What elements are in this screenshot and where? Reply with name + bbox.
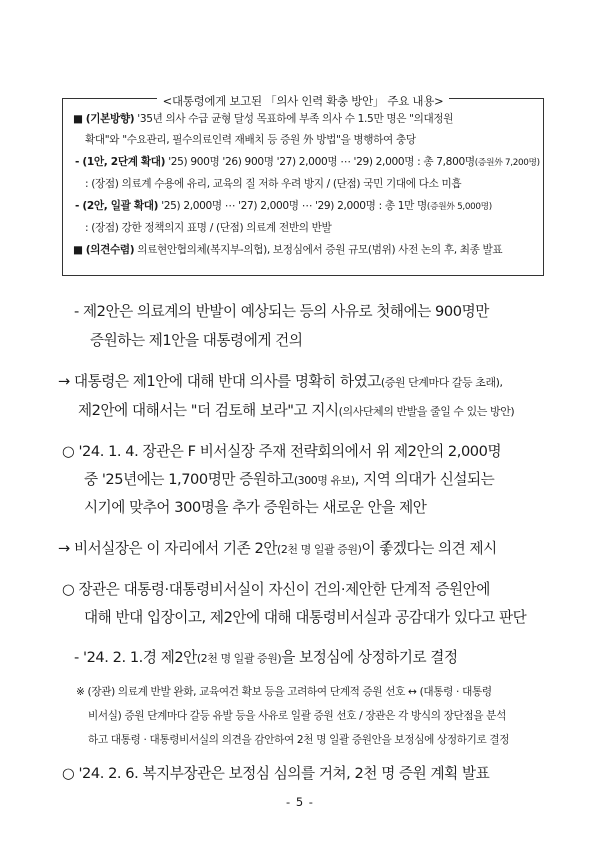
paragraph-decision: - '24. 2. 1.경 제2안(2천 명 일괄 증원)을 보정심에 상정하기로 결정 (74, 649, 458, 666)
footnote-line-2: 비서실) 증원 단계마다 갈등 유발 등을 사유로 일괄 증원 선호 / 장관은 각 방식의 장단점을 분석 (88, 710, 506, 722)
paragraph-strategy-meeting: ○ '24. 1. 4. 장관은 F 비서실장 주재 전략회의에서 위 제2안의 2,000명 (62, 443, 502, 460)
paragraph-president-reaction: → 대통령은 제1안에 대해 반대 의사를 명확히 하였고(증원 단계마다 갈등 초래), (58, 373, 503, 390)
summary-line-basic-cont: 확대"와 "수요관리, 필수의료인력 재배치 등 증원 外 방법"을 병행하여 충당 (85, 134, 416, 146)
summary-line-plan2-proscons: : (장점) 강한 정책의지 표명 / (단점) 의료계 전반의 반발 (85, 222, 332, 234)
summary-line-opinion: ■ (의견수렴) 의료현안협의체(복지부-의협), 보정심에서 증원 규모(범위) 사전 논의 후, 최종 발표 (73, 244, 503, 256)
footnote-line-3: 하고 대통령 · 대통령비서실의 의견을 감안하여 2천 명 일괄 증원안을 보정심에 상정하기로 결정 (88, 734, 510, 746)
summary-line-plan1: - (1안, 2단계 확대) '25) 900명 '26) 900명 '27) 2,000명 ⋯ '29) 2,000명 : 총 7,800명(증원外 7,200명) (75, 156, 540, 168)
summary-line-plan2: - (2안, 일괄 확대) '25) 2,000명 ⋯ '27) 2,000명 ⋯ '29) 2,000명 : 총 1만 명(증원外 5,000명) (75, 200, 492, 212)
square-bullet-icon: ■ (73, 244, 83, 256)
square-bullet-icon: ■ (73, 113, 83, 125)
paragraph-strategy-meeting-cont1: 중 '25년에는 1,700명만 증원하고(300명 유보), 지역 의대가 신설되는 (84, 471, 495, 488)
paragraph-strategy-meeting-cont2: 시기에 맞추어 300명을 추가 증원하는 새로운 안을 제안 (84, 499, 427, 516)
summary-line-plan1-proscons: : (장점) 의료계 수용에 유리, 교육의 질 저하 우려 방지 / (단점) 국민 기대에 다소 미흡 (85, 178, 462, 190)
page-number: - 5 - (286, 795, 314, 809)
summary-heading-opinion: (의견수렴) (85, 244, 135, 256)
paragraph-plan2-reason-cont: 증원하는 제1안을 대통령에게 건의 (90, 332, 303, 349)
summary-line-basic-direction: ■ (기본방향) '35년 의사 수급 균형 달성 목표하에 부족 의사 수 1.5만 명은 "의대정원 (73, 113, 454, 125)
paragraph-plan2-reason: - 제2안은 의료계의 반발이 예상되는 등의 사유로 첫해에는 900명만 (74, 303, 489, 320)
summary-heading-plan2: - (2안, 일괄 확대) (75, 200, 159, 212)
paragraph-announcement: ○ '24. 2. 6. 복지부장관은 보정심 심의를 거쳐, 2천 명 증원 계획 발표 (62, 765, 490, 782)
paragraph-chief-of-staff: → 비서실장은 이 자리에서 기존 2안(2천 명 일괄 증원)이 좋겠다는 의견 제시 (58, 540, 497, 557)
summary-box (62, 94, 544, 276)
summary-box-title: <대통령에게 보고된 「의사 인력 확충 방안」 주요 내용> (63, 90, 543, 109)
summary-heading-plan1: - (1안, 2단계 확대) (75, 156, 166, 168)
paragraph-president-reaction-cont: 제2안에 대해서는 "더 검토해 보라"고 지시(의사단체의 반발을 줄일 수 있는 방안) (78, 402, 515, 419)
footnote-line-1: ※ (장관) 의료계 반발 완화, 교육여건 확보 등을 고려하여 단계적 증원 선호 ↔ (대통령 · 대통령 (76, 686, 492, 698)
paragraph-minister-judgement-cont: 대해 반대 입장이고, 제2안에 대해 대통령비서실과 공감대가 있다고 판단 (84, 609, 527, 626)
summary-heading-basic: (기본방향) (85, 113, 135, 125)
paragraph-minister-judgement: ○ 장관은 대통령·대통령비서실이 자신이 건의·제안한 단계적 증원안에 (62, 581, 490, 598)
